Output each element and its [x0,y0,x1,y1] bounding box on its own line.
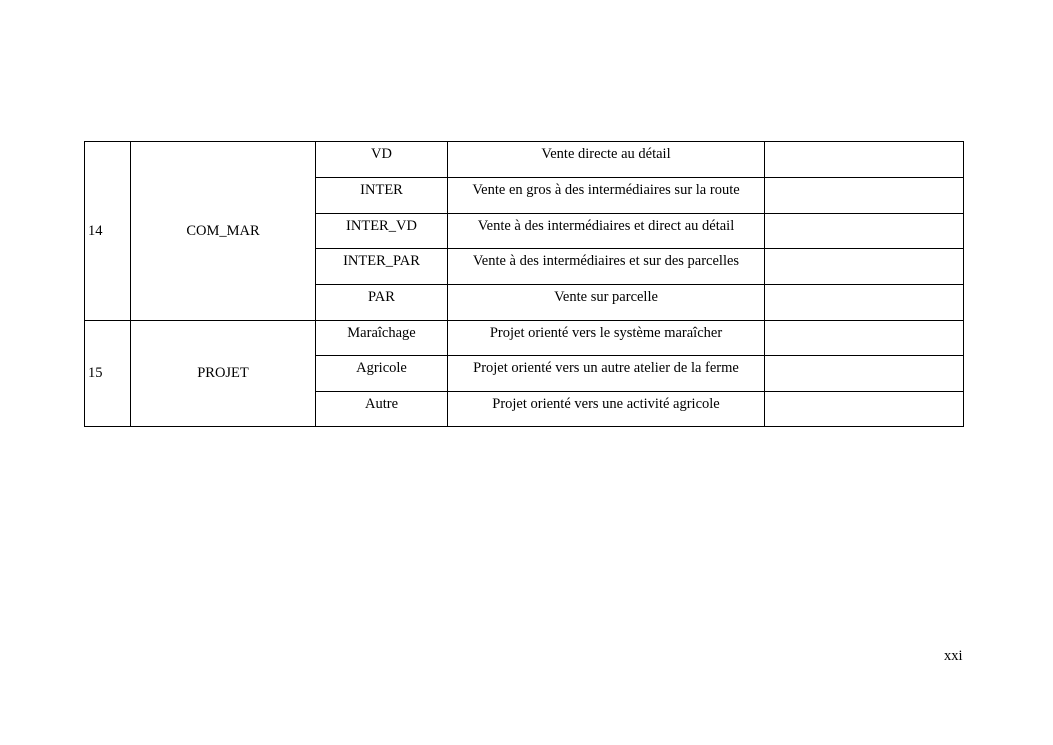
modality-code-cell: Agricole [316,356,448,392]
modality-description-cell: Vente à des intermédiaires et direct au détail [448,214,765,249]
row-number-cell: 14 [85,142,131,321]
variable-name-cell: PROJET [131,321,316,427]
note-cell [765,392,964,427]
note-cell [765,142,964,178]
modality-code-cell: Maraîchage [316,321,448,356]
modality-description-cell: Vente sur parcelle [448,285,765,321]
row-number-cell: 15 [85,321,131,427]
modality-description-cell: Vente à des intermédiaires et sur des parcelles [448,249,765,285]
variable-codes-table [84,141,964,427]
note-cell [765,214,964,249]
modality-code-cell: Autre [316,392,448,427]
note-cell [765,356,964,392]
note-cell [765,178,964,214]
page-number: xxi [944,648,963,664]
modality-code-cell: INTER_VD [316,214,448,249]
modality-code-cell: INTER [316,178,448,214]
modality-description-cell: Projet orienté vers une activité agricole [448,392,765,427]
modality-description-cell: Projet orienté vers un autre atelier de la ferme [448,356,765,392]
modality-description-cell: Vente en gros à des intermédiaires sur la route [448,178,765,214]
note-cell [765,321,964,356]
table-row [85,321,964,356]
modality-code-cell: VD [316,142,448,178]
note-cell [765,249,964,285]
variable-name-cell: COM_MAR [131,142,316,321]
note-cell [765,285,964,321]
table-row [85,142,964,178]
modality-description-cell: Vente directe au détail [448,142,765,178]
modality-code-cell: INTER_PAR [316,249,448,285]
modality-description-cell: Projet orienté vers le système maraîcher [448,321,765,356]
modality-code-cell: PAR [316,285,448,321]
